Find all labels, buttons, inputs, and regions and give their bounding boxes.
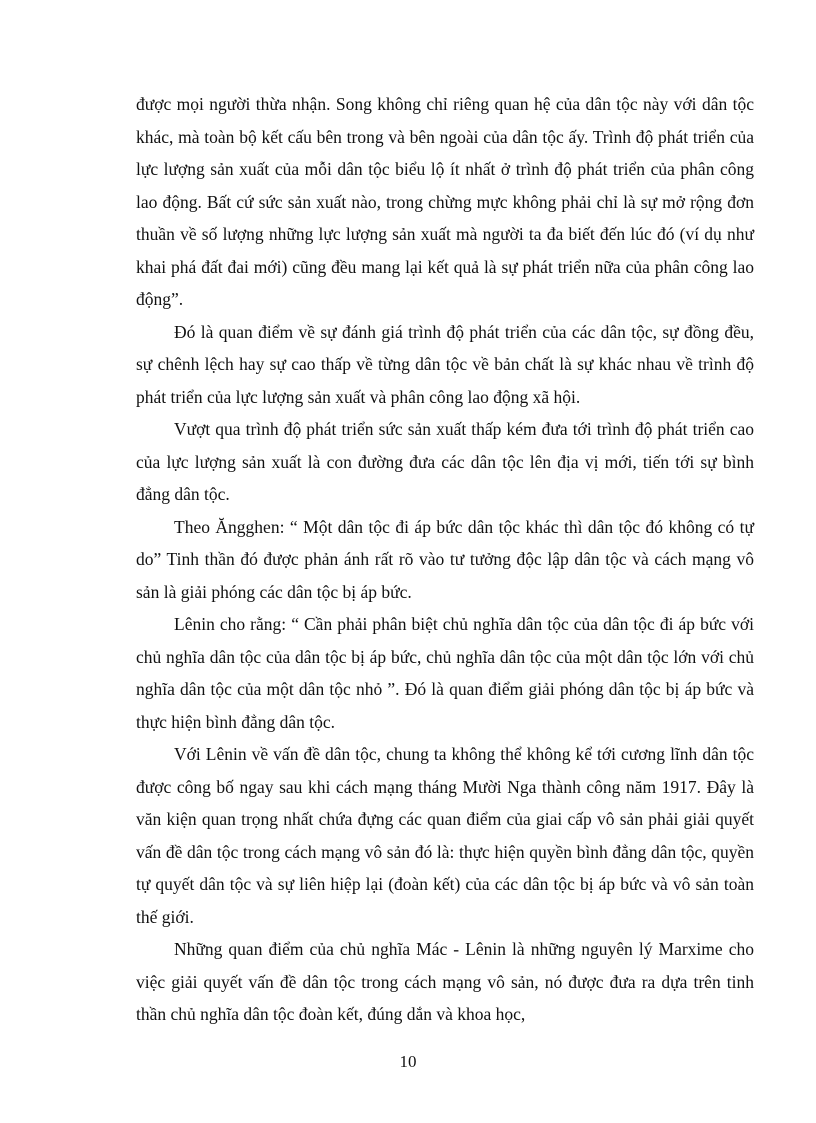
paragraph-4: Theo Ăngghen: “ Một dân tộc đi áp bức dân tộc khác thì dân tộc đó không có tự do” Tinh thần đó được phản ánh rất rõ vào tư tưởng độc lập dân tộc và cách mạng vô sản là giải phóng các dân tộc bị áp bức. (136, 516, 754, 602)
page-number: 10 (399, 1052, 417, 1071)
paragraph-6: Với Lênin về vấn đề dân tộc, chung ta không thể không kể tới cương lĩnh dân tộc được công bố ngay sau khi cách mạng tháng Mười Nga thành công năm 1917. Đây là văn kiện quan trọng nhất chứa đựng các quan điểm của giai cấp vô sản phải giải quyết vấn đề dân tộc trong cách mạng vô sản đó là: thực hiện quyền bình đẳng dân tộc, quyền tự quyết dân tộc và sự liên hiệp lại (đoàn kết) của các dân tộc bị áp bức và vô sản toàn thế giới. (136, 744, 754, 927)
document-body (136, 88, 754, 1031)
paragraph-1: được mọi người thừa nhận. Song không chỉ riêng quan hệ của dân tộc này với dân tộc khác, mà toàn bộ kết cấu bên trong và bên ngoài của dân tộc ấy. Trình độ phát triển của lực lượng sản xuất của mỗi dân tộc biểu lộ ít nhất ở trình độ phát triển của phân công lao động. Bất cứ sức sản xuất nào, trong chừng mực không phải chỉ là sự mở rộng đơn thuần về số lượng những lực lượng sản xuất mà người ta đa biết đến lúc đó (ví dụ như khai phá đất đai mới) cũng đều mang lại kết quả là sự phát triển nữa của phân công lao động”. (136, 94, 754, 309)
paragraph-3: Vượt qua trình độ phát triển sức sản xuất thấp kém đưa tới trình độ phát triển cao của lực lượng sản xuất là con đường đưa các dân tộc lên địa vị mới, tiến tới sự bình đẳng dân tộc. (136, 419, 754, 504)
paragraph-7: Những quan điểm của chủ nghĩa Mác - Lênin là những nguyên lý Marxime cho việc giải quyết vấn đề dân tộc trong cách mạng vô sản, nó được đưa ra dựa trên tinh thần chủ nghĩa dân tộc đoàn kết, đúng dắn và khoa học, (136, 939, 754, 1024)
paragraph-5: Lênin cho rằng: “ Cần phải phân biệt chủ nghĩa dân tộc của dân tộc đi áp bức với chủ nghĩa dân tộc của dân tộc bị áp bức, chủ nghĩa dân tộc của một dân tộc lớn với chủ nghĩa dân tộc của một dân tộc nhỏ ”. Đó là quan điểm giải phóng dân tộc bị áp bức và thực hiện bình đẳng dân tộc. (136, 614, 754, 732)
paragraph-2: Đó là quan điểm về sự đánh giá trình độ phát triển của các dân tộc, sự đồng đều, sự chênh lệch hay sự cao thấp về từng dân tộc về bản chất là sự khác nhau về trình độ phát triển của lực lượng sản xuất và phân công lao động xã hội. (136, 321, 754, 407)
